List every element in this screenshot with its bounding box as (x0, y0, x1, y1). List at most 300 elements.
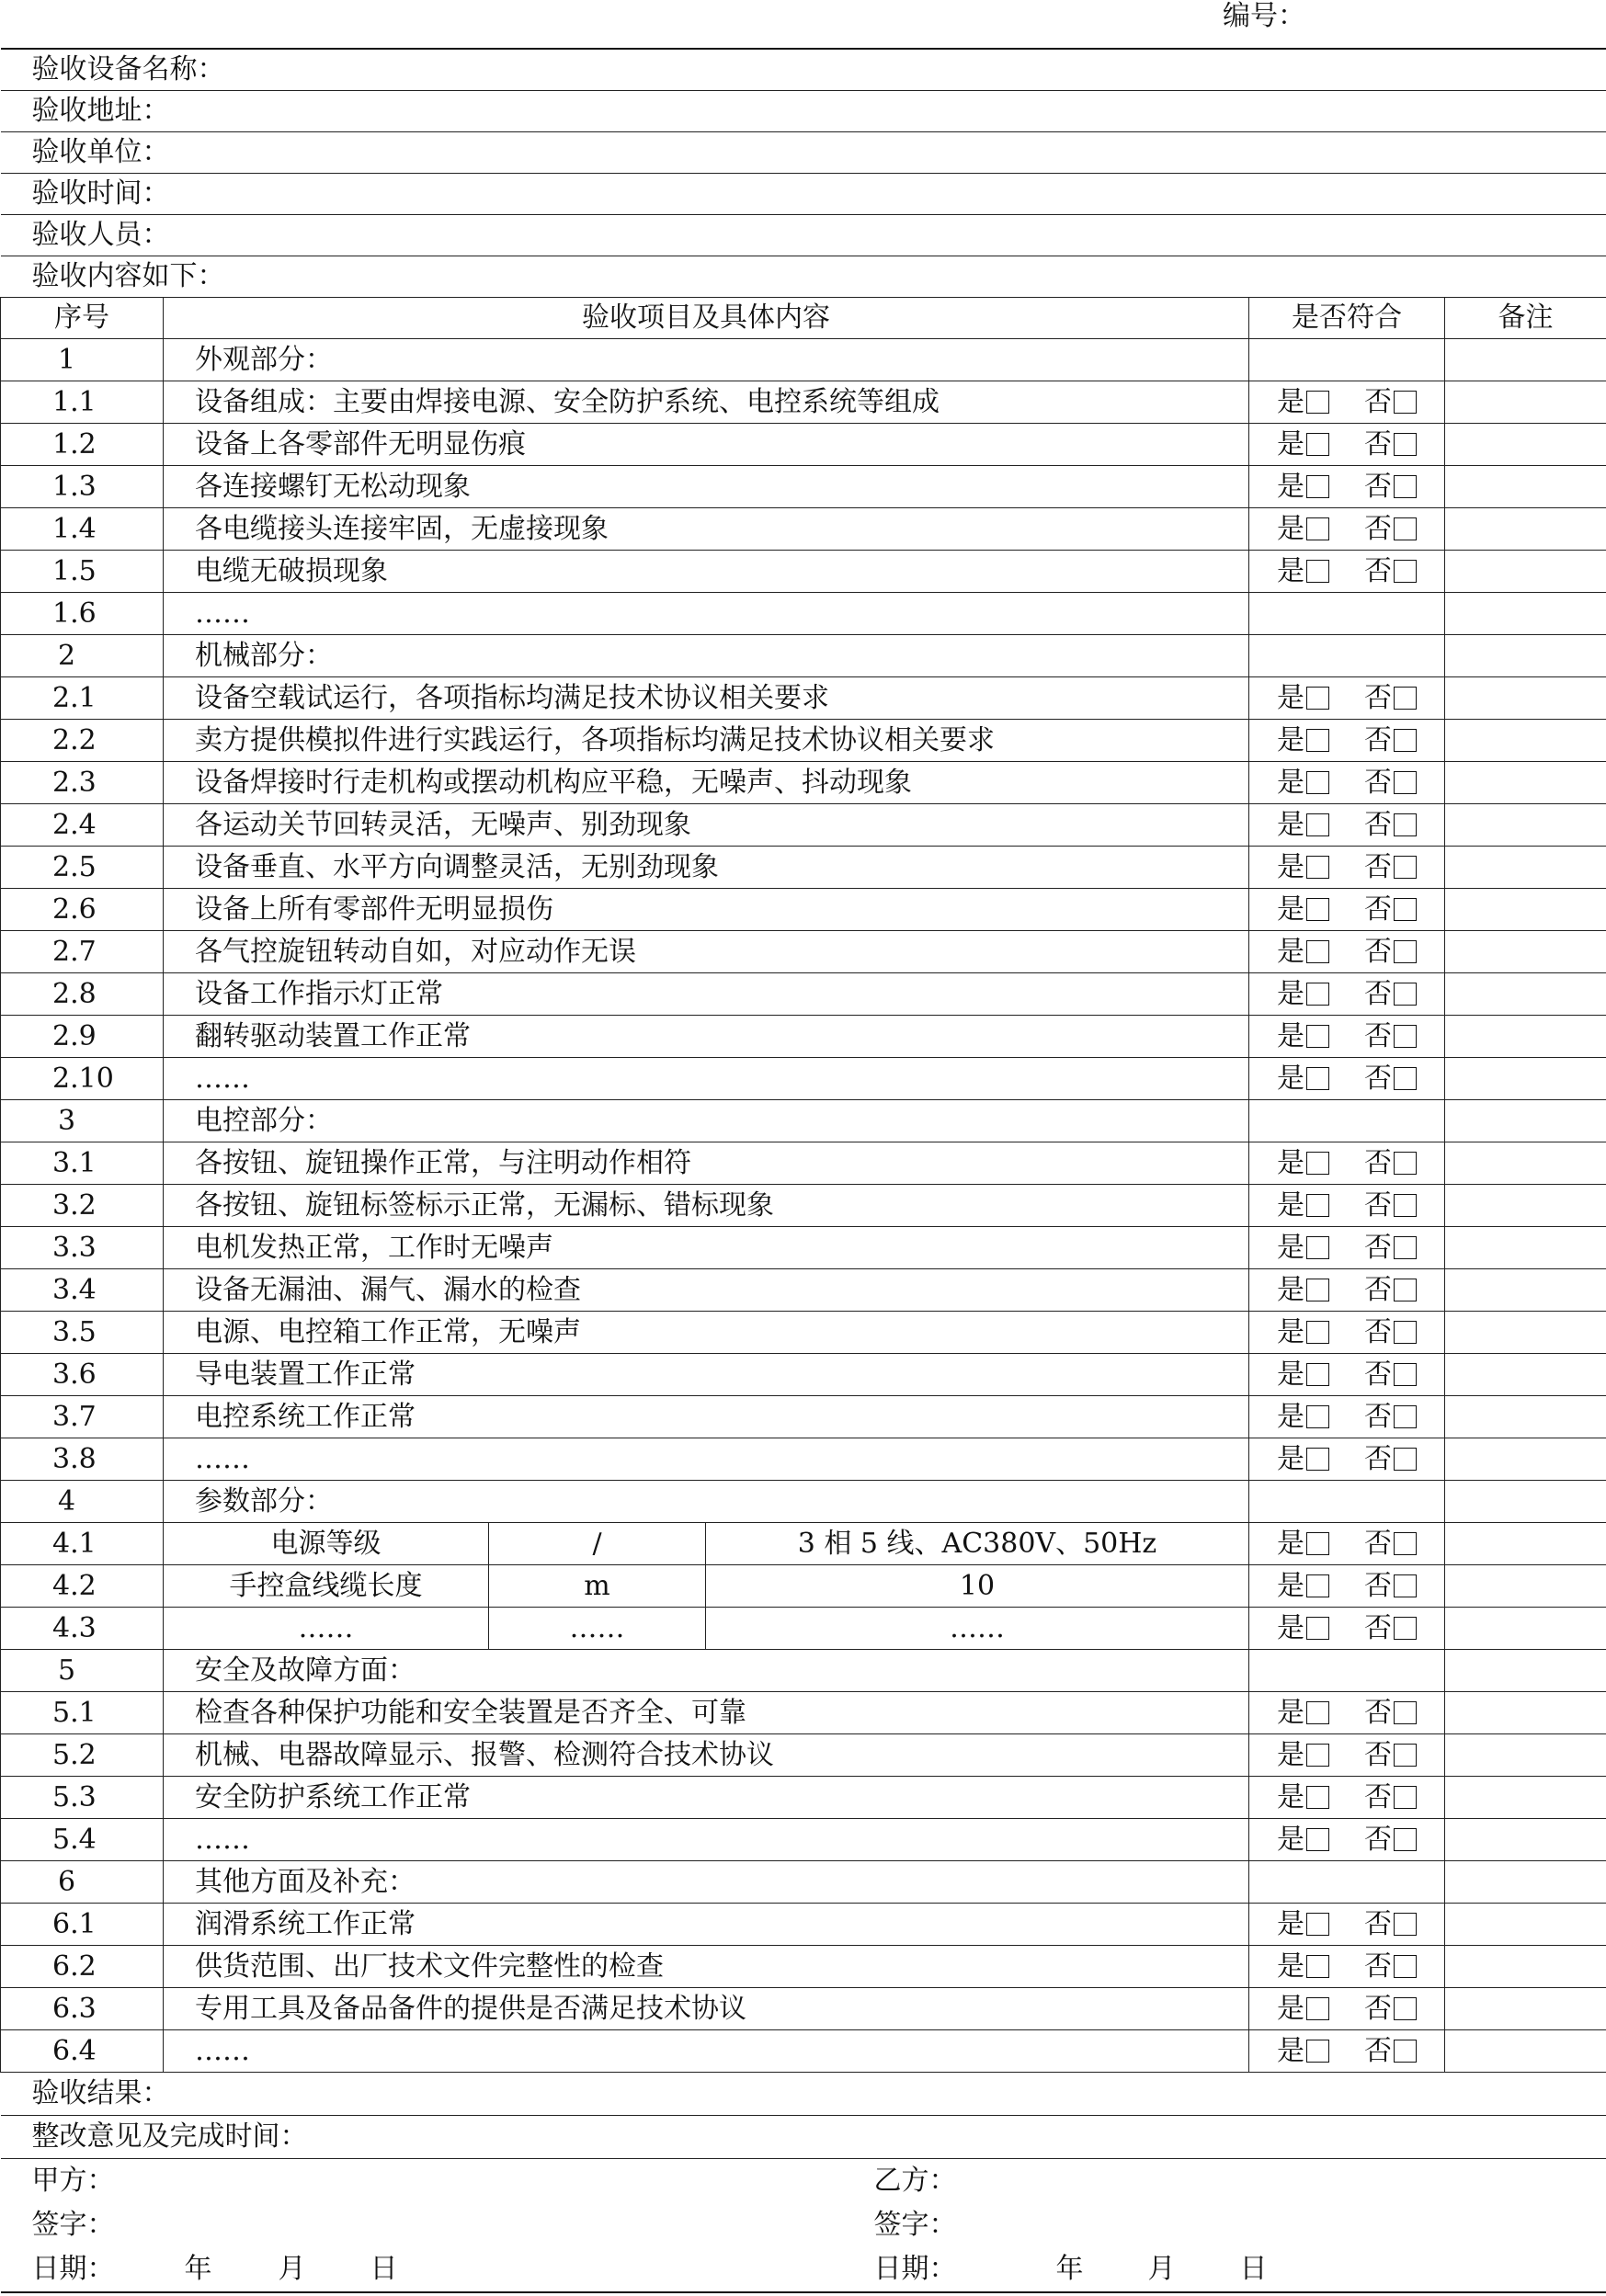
yes-no-checkboxes (1277, 1611, 1417, 1644)
section-number: 5 (1, 1650, 164, 1692)
item-number: 2.10 (1, 1058, 164, 1100)
no-label: 否 (1364, 1527, 1392, 1560)
item-number: 2.3 (1, 762, 164, 804)
note-cell[interactable] (1445, 508, 1606, 551)
section-row (1, 339, 1606, 381)
note-cell[interactable] (1445, 1269, 1606, 1312)
no-checkbox[interactable] (1394, 813, 1417, 836)
section-row (1, 635, 1606, 677)
param-value: 3 相 5 线、AC380V、50Hz (706, 1523, 1249, 1565)
date-row (1, 2247, 1606, 2292)
no-checkbox[interactable] (1394, 1913, 1417, 1936)
item-number: 3.7 (1, 1396, 164, 1438)
yes-checkbox[interactable] (1306, 1067, 1329, 1090)
no-label: 否 (1364, 1358, 1392, 1391)
yes-checkbox[interactable] (1306, 1532, 1329, 1555)
note-cell[interactable] (1445, 847, 1606, 889)
item-number: 3.6 (1, 1354, 164, 1396)
section-row (1, 1650, 1606, 1692)
note-cell[interactable] (1445, 1861, 1606, 1904)
item-content: …… (164, 1058, 1249, 1100)
no-checkbox[interactable] (1394, 1828, 1417, 1851)
yes-label: 是 (1277, 2034, 1304, 2067)
yes-checkbox[interactable] (1306, 1405, 1329, 1428)
yes-checkbox[interactable] (1306, 517, 1329, 540)
note-cell[interactable] (1445, 339, 1606, 381)
note-cell[interactable] (1445, 635, 1606, 677)
yes-checkbox[interactable] (1306, 1194, 1329, 1217)
note-cell[interactable] (1445, 973, 1606, 1016)
section-number: 4 (1, 1481, 164, 1523)
yes-checkbox[interactable] (1306, 813, 1329, 836)
item-number: 4.2 (1, 1565, 164, 1608)
no-checkbox[interactable] (1394, 1025, 1417, 1048)
yes-no-checkboxes (1277, 1992, 1417, 2025)
yes-no-checkboxes (1277, 1273, 1417, 1306)
no-checkbox[interactable] (1394, 433, 1417, 456)
yes-checkbox[interactable] (1306, 1574, 1329, 1597)
item-conform-cell (1249, 1819, 1445, 1861)
table-row (1, 762, 1606, 804)
section-conform-cell (1249, 1861, 1445, 1904)
yes-no-checkboxes (1277, 681, 1417, 714)
item-number: 5.3 (1, 1777, 164, 1819)
note-cell[interactable] (1445, 677, 1606, 720)
note-cell[interactable] (1445, 1058, 1606, 1100)
table-row (1, 931, 1606, 973)
yes-label: 是 (1277, 1062, 1304, 1095)
item-number: 5.4 (1, 1819, 164, 1861)
yes-no-checkboxes (1277, 1949, 1417, 1983)
item-number: 2.5 (1, 847, 164, 889)
no-checkbox[interactable] (1394, 1701, 1417, 1724)
date-party-b[interactable] (706, 2247, 1606, 2292)
yes-label: 是 (1277, 681, 1304, 714)
no-checkbox[interactable] (1394, 1405, 1417, 1428)
no-checkbox[interactable] (1394, 1574, 1417, 1597)
yes-no-checkboxes (1277, 1738, 1417, 1771)
yes-checkbox[interactable] (1306, 983, 1329, 1006)
yes-label: 是 (1277, 554, 1304, 587)
note-cell[interactable] (1445, 1565, 1606, 1608)
item-content: 各连接螺钉无松动现象 (164, 466, 1249, 508)
yes-label: 是 (1277, 766, 1304, 799)
item-conform-cell (1249, 847, 1445, 889)
no-checkbox[interactable] (1394, 1363, 1417, 1386)
item-number: 6.3 (1, 1988, 164, 2030)
item-conform-cell (1249, 1904, 1445, 1946)
yes-checkbox[interactable] (1306, 898, 1329, 921)
party-party-a[interactable]: 甲方： (1, 2159, 706, 2204)
item-content: 安全防护系统工作正常 (164, 1777, 1249, 1819)
table-row (1, 720, 1606, 762)
no-checkbox[interactable] (1394, 475, 1417, 498)
item-conform-cell (1249, 1608, 1445, 1650)
note-cell[interactable] (1445, 1523, 1606, 1565)
table-row (1, 1819, 1606, 1861)
signature-party-a[interactable]: 签字： (31, 2209, 115, 2241)
item-number: 2.4 (1, 804, 164, 847)
table-row (1, 593, 1606, 635)
yes-no-checkboxes (1277, 472, 1417, 502)
signature-row (1, 2203, 1606, 2247)
yes-checkbox[interactable] (1306, 475, 1329, 498)
note-cell[interactable] (1445, 1185, 1606, 1227)
acceptance-result[interactable]: 验收结果： (1, 2073, 1606, 2116)
note-cell[interactable] (1445, 1481, 1606, 1523)
item-number: 5.2 (1, 1734, 164, 1777)
yes-label: 是 (1277, 977, 1304, 1010)
no-checkbox[interactable] (1394, 1955, 1417, 1978)
yes-checkbox[interactable] (1306, 1025, 1329, 1048)
item-conform-cell (1249, 593, 1445, 635)
note-cell[interactable] (1445, 593, 1606, 635)
table-row (1, 1016, 1606, 1058)
note-cell[interactable] (1445, 551, 1606, 593)
date-party-a[interactable] (1, 2247, 706, 2292)
no-label: 否 (1364, 977, 1392, 1010)
no-checkbox[interactable] (1394, 1617, 1417, 1640)
no-checkbox[interactable] (1394, 1236, 1417, 1259)
item-number: 2.9 (1, 1016, 164, 1058)
item-content: 各电缆接头连接牢固，无虚接现象 (164, 508, 1249, 551)
no-label: 否 (1364, 1949, 1392, 1983)
note-cell[interactable] (1445, 1777, 1606, 1819)
yes-no-checkboxes (1277, 554, 1417, 587)
info-time[interactable]: 验收时间： (1, 174, 1606, 215)
header-seq: 序号 (1, 298, 164, 339)
item-content: 设备组成：主要由焊接电源、安全防护系统、电控系统等组成 (164, 381, 1249, 424)
no-checkbox[interactable] (1394, 560, 1417, 583)
note-cell[interactable] (1445, 931, 1606, 973)
section-number: 3 (1, 1100, 164, 1142)
yes-checkbox[interactable] (1306, 391, 1329, 414)
yes-label: 是 (1277, 1442, 1304, 1475)
note-cell[interactable] (1445, 1016, 1606, 1058)
table-row (1, 1904, 1606, 1946)
note-cell[interactable] (1445, 1692, 1606, 1734)
no-label: 否 (1364, 1823, 1392, 1856)
yes-label: 是 (1277, 1907, 1304, 1940)
note-cell[interactable] (1445, 424, 1606, 466)
yes-checkbox[interactable] (1306, 1617, 1329, 1640)
no-checkbox[interactable] (1394, 940, 1417, 963)
item-conform-cell (1249, 889, 1445, 931)
note-cell[interactable] (1445, 1904, 1606, 1946)
item-content: 设备无漏油、漏气、漏水的检查 (164, 1269, 1249, 1312)
item-content: 各按钮、旋钮标签标示正常，无漏标、错标现象 (164, 1185, 1249, 1227)
info-personnel[interactable]: 验收人员： (1, 215, 1606, 256)
yes-no-checkboxes (1277, 1315, 1417, 1348)
table-row (1, 677, 1606, 720)
party-party-b[interactable]: 乙方： (706, 2159, 1606, 2204)
section-title: 外观部分： (164, 339, 1249, 381)
table-row (1, 1988, 1606, 2030)
no-checkbox[interactable] (1394, 1152, 1417, 1175)
no-checkbox[interactable] (1394, 771, 1417, 794)
item-content: …… (164, 1819, 1249, 1861)
yes-label: 是 (1277, 1949, 1304, 1983)
item-conform-cell (1249, 1016, 1445, 1058)
yes-no-checkboxes (1277, 512, 1417, 545)
yes-label: 是 (1277, 850, 1304, 883)
note-cell[interactable] (1445, 1734, 1606, 1777)
section-conform-cell (1249, 339, 1445, 381)
yes-checkbox[interactable] (1306, 1955, 1329, 1978)
yes-label: 是 (1277, 1019, 1304, 1052)
no-label: 否 (1364, 1315, 1392, 1348)
no-label: 否 (1364, 935, 1392, 968)
no-label: 否 (1364, 1696, 1392, 1729)
no-checkbox[interactable] (1394, 1279, 1417, 1301)
item-content: 机械、电器故障显示、报警、检测符合技术协议 (164, 1734, 1249, 1777)
item-conform-cell (1249, 973, 1445, 1016)
yes-checkbox[interactable] (1306, 856, 1329, 879)
yes-label: 是 (1277, 1231, 1304, 1264)
yes-no-checkboxes (1277, 1569, 1417, 1602)
yes-checkbox[interactable] (1306, 1448, 1329, 1471)
yes-checkbox[interactable] (1306, 433, 1329, 456)
item-conform-cell (1249, 1988, 1445, 2030)
note-cell[interactable] (1445, 1608, 1606, 1650)
no-checkbox[interactable] (1394, 983, 1417, 1006)
table-row (1, 1438, 1606, 1481)
acceptance-result-row (1, 2073, 1606, 2116)
signature-party-b[interactable]: 签字： (873, 2209, 957, 2241)
no-checkbox[interactable] (1394, 1744, 1417, 1767)
no-checkbox[interactable] (1394, 1448, 1417, 1471)
item-content: 电源、电控箱工作正常，无噪声 (164, 1312, 1249, 1354)
header-note: 备注 (1445, 298, 1606, 339)
note-cell[interactable] (1445, 762, 1606, 804)
note-cell[interactable] (1445, 1946, 1606, 1988)
table-row (1, 889, 1606, 931)
yes-checkbox[interactable] (1306, 729, 1329, 752)
yes-checkbox[interactable] (1306, 1786, 1329, 1809)
note-cell[interactable] (1445, 1396, 1606, 1438)
table-header-row (1, 298, 1606, 339)
acceptance-form-table (0, 48, 1606, 2293)
param-value: 10 (706, 1565, 1249, 1608)
yes-no-checkboxes (1277, 935, 1417, 968)
item-conform-cell (1249, 720, 1445, 762)
info-address-row (1, 91, 1606, 132)
item-content: 各按钮、旋钮操作正常，与注明动作相符 (164, 1142, 1249, 1185)
item-content: 设备焊接时行走机构或摆动机构应平稳，无噪声、抖动现象 (164, 762, 1249, 804)
item-number: 4.3 (1, 1608, 164, 1650)
note-cell[interactable] (1445, 1988, 1606, 2030)
yes-label: 是 (1277, 1992, 1304, 2025)
no-label: 否 (1364, 554, 1392, 587)
info-unit-row (1, 132, 1606, 174)
no-checkbox[interactable] (1394, 1194, 1417, 1217)
no-label: 否 (1364, 1611, 1392, 1644)
no-checkbox[interactable] (1394, 1321, 1417, 1344)
note-cell[interactable] (1445, 466, 1606, 508)
item-content: 各气控旋钮转动自如，对应动作无误 (164, 931, 1249, 973)
no-checkbox[interactable] (1394, 517, 1417, 540)
yes-no-checkboxes (1277, 808, 1417, 841)
section-conform-cell (1249, 1100, 1445, 1142)
param-row (1, 1523, 1606, 1565)
item-content: 检查各种保护功能和安全装置是否齐全、可靠 (164, 1692, 1249, 1734)
table-row (1, 1734, 1606, 1777)
month-label: 月 (278, 2253, 306, 2285)
item-number: 6.4 (1, 2030, 164, 2073)
yes-label: 是 (1277, 808, 1304, 841)
header-conform: 是否符合 (1249, 298, 1445, 339)
table-row (1, 1396, 1606, 1438)
section-title: 安全及故障方面： (164, 1650, 1249, 1692)
item-number: 3.8 (1, 1438, 164, 1481)
no-label: 否 (1364, 1062, 1392, 1095)
item-number: 2.1 (1, 677, 164, 720)
yes-checkbox[interactable] (1306, 1363, 1329, 1386)
day-label: 日 (1239, 2253, 1268, 2285)
note-cell[interactable] (1445, 1438, 1606, 1481)
yes-no-checkboxes (1277, 1233, 1417, 1263)
table-row (1, 804, 1606, 847)
no-checkbox[interactable] (1394, 729, 1417, 752)
no-checkbox[interactable] (1394, 1786, 1417, 1809)
item-conform-cell (1249, 1354, 1445, 1396)
info-unit[interactable]: 验收单位： (1, 132, 1606, 174)
document-number-label: 编号： (1223, 0, 1305, 32)
yes-checkbox[interactable] (1306, 2040, 1329, 2063)
yes-no-checkboxes (1277, 1780, 1417, 1813)
yes-checkbox[interactable] (1306, 1279, 1329, 1301)
item-number: 1.2 (1, 424, 164, 466)
item-conform-cell (1249, 424, 1445, 466)
yes-checkbox[interactable] (1306, 940, 1329, 963)
no-label: 否 (1364, 470, 1392, 503)
yes-label: 是 (1277, 1569, 1304, 1602)
item-content: 翻转驱动装置工作正常 (164, 1016, 1249, 1058)
no-label: 否 (1364, 1188, 1392, 1222)
info-content-intro: 验收内容如下： (1, 256, 1606, 298)
note-cell[interactable] (1445, 804, 1606, 847)
item-conform-cell (1249, 762, 1445, 804)
yes-checkbox[interactable] (1306, 771, 1329, 794)
no-checkbox[interactable] (1394, 687, 1417, 710)
item-conform-cell (1249, 1523, 1445, 1565)
info-time-row (1, 174, 1606, 215)
yes-checkbox[interactable] (1306, 687, 1329, 710)
item-number: 4.1 (1, 1523, 164, 1565)
note-cell[interactable] (1445, 1227, 1606, 1269)
note-cell[interactable] (1445, 1100, 1606, 1142)
yes-no-checkboxes (1277, 385, 1417, 418)
item-conform-cell (1249, 1438, 1445, 1481)
item-content: 各运动关节回转灵活，无噪声、别劲现象 (164, 804, 1249, 847)
item-conform-cell (1249, 1227, 1445, 1269)
note-cell[interactable] (1445, 1312, 1606, 1354)
item-number: 6.1 (1, 1904, 164, 1946)
yes-checkbox[interactable] (1306, 560, 1329, 583)
no-label: 否 (1364, 1442, 1392, 1475)
note-cell[interactable] (1445, 381, 1606, 424)
section-conform-cell (1249, 1481, 1445, 1523)
item-content: 电缆无破损现象 (164, 551, 1249, 593)
item-conform-cell (1249, 677, 1445, 720)
table-row (1, 1692, 1606, 1734)
item-number: 3.4 (1, 1269, 164, 1312)
item-content: 卖方提供模拟件进行实践运行，各项指标均满足技术协议相关要求 (164, 720, 1249, 762)
yes-label: 是 (1277, 385, 1304, 418)
day-label: 日 (370, 2253, 398, 2285)
yes-label: 是 (1277, 1696, 1304, 1729)
rectification-opinion[interactable]: 整改意见及完成时间： (1, 2116, 1606, 2159)
item-conform-cell (1249, 1185, 1445, 1227)
rectification-opinion-row (1, 2116, 1606, 2159)
info-address[interactable]: 验收地址： (1, 91, 1606, 132)
no-checkbox[interactable] (1394, 898, 1417, 921)
no-checkbox[interactable] (1394, 1997, 1417, 2020)
table-row (1, 2030, 1606, 2073)
no-label: 否 (1364, 385, 1392, 418)
yes-checkbox[interactable] (1306, 1997, 1329, 2020)
item-number: 3.5 (1, 1312, 164, 1354)
note-cell[interactable] (1445, 1354, 1606, 1396)
date-label: 日期： (31, 2253, 115, 2285)
no-checkbox[interactable] (1394, 2040, 1417, 2063)
table-row (1, 1946, 1606, 1988)
yes-checkbox[interactable] (1306, 1321, 1329, 1344)
note-cell[interactable] (1445, 2030, 1606, 2073)
year-label: 年 (1055, 2253, 1084, 2285)
yes-checkbox[interactable] (1306, 1701, 1329, 1724)
yes-label: 是 (1277, 935, 1304, 968)
yes-checkbox[interactable] (1306, 1152, 1329, 1175)
yes-checkbox[interactable] (1306, 1828, 1329, 1851)
item-conform-cell (1249, 1396, 1445, 1438)
table-row (1, 1142, 1606, 1185)
yes-checkbox[interactable] (1306, 1236, 1329, 1259)
item-content: 设备空载试运行，各项指标均满足技术协议相关要求 (164, 677, 1249, 720)
note-cell[interactable] (1445, 889, 1606, 931)
note-cell[interactable] (1445, 1819, 1606, 1861)
no-label: 否 (1364, 808, 1392, 841)
no-checkbox[interactable] (1394, 391, 1417, 414)
item-content: …… (164, 593, 1249, 635)
section-title: 参数部分： (164, 1481, 1249, 1523)
yes-checkbox[interactable] (1306, 1913, 1329, 1936)
yes-checkbox[interactable] (1306, 1744, 1329, 1767)
section-number: 1 (1, 339, 164, 381)
note-cell[interactable] (1445, 1142, 1606, 1185)
info-device-name[interactable]: 验收设备名称： (1, 49, 1606, 91)
no-label: 否 (1364, 1738, 1392, 1771)
note-cell[interactable] (1445, 720, 1606, 762)
yes-no-checkboxes (1277, 1188, 1417, 1222)
no-checkbox[interactable] (1394, 856, 1417, 879)
no-checkbox[interactable] (1394, 1067, 1417, 1090)
no-label: 否 (1364, 1992, 1392, 2025)
yes-label: 是 (1277, 512, 1304, 545)
table-row (1, 1185, 1606, 1227)
param-name: 手控盒线缆长度 (164, 1565, 489, 1608)
table-row (1, 508, 1606, 551)
item-content: …… (164, 1438, 1249, 1481)
no-checkbox[interactable] (1394, 1532, 1417, 1555)
note-cell[interactable] (1445, 1650, 1606, 1692)
yes-no-checkboxes (1277, 1907, 1417, 1940)
yes-no-checkboxes (1277, 1064, 1417, 1094)
param-name: 电源等级 (164, 1523, 489, 1565)
no-label: 否 (1364, 427, 1392, 460)
no-label: 否 (1364, 1907, 1392, 1940)
no-label: 否 (1364, 1780, 1392, 1813)
